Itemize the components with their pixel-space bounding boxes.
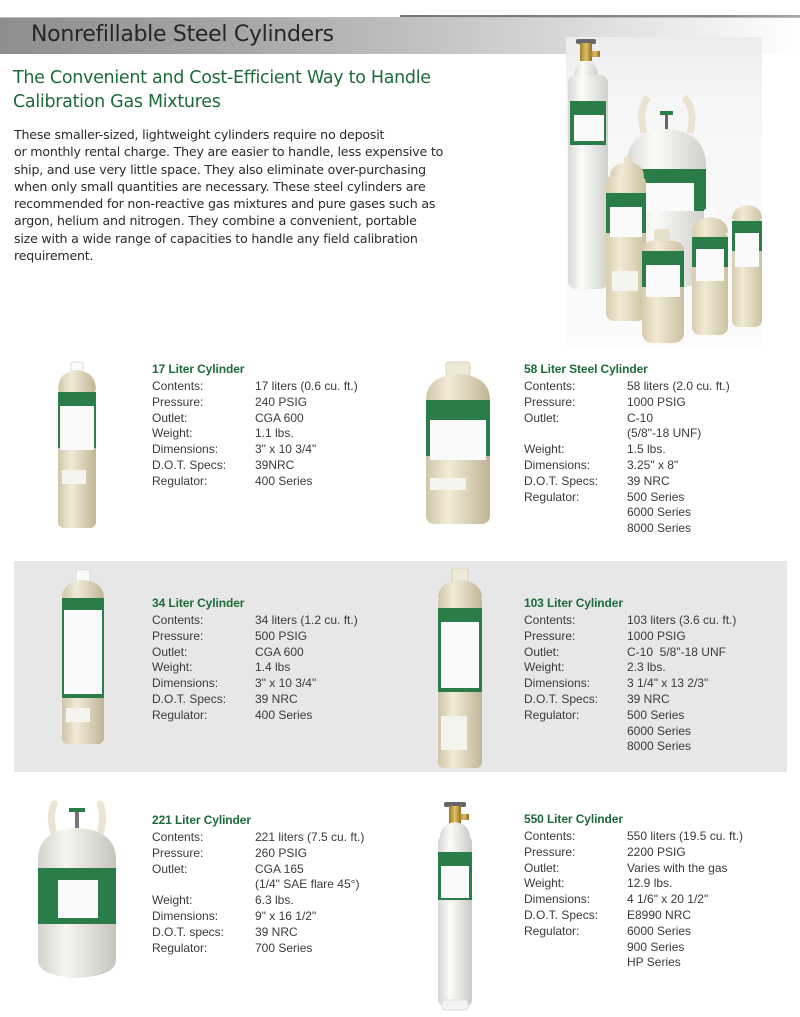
spec-label: Dimensions: <box>524 457 591 472</box>
spec-row-regulator-cont <box>524 739 736 755</box>
intro-line: requirement. <box>14 248 94 264</box>
spec-label: Dimensions: <box>524 676 591 691</box>
spec-row-dot-specs <box>524 474 730 490</box>
spec-row-regulator-cont <box>524 521 730 537</box>
spec-label: Pressure: <box>152 845 204 860</box>
spec-row-contents <box>524 829 743 845</box>
intro-line: These smaller-sized, lightweight cylinders require no deposit <box>14 127 385 142</box>
spec-row-dimensions <box>524 676 736 692</box>
spec-value: 58 liters (2.0 cu. ft.) <box>627 379 730 393</box>
spec-label: Dimensions: <box>152 676 219 691</box>
spec-label: Contents: <box>524 613 576 627</box>
spec-label: Outlet: <box>152 644 188 659</box>
spec-row-outlet-cont <box>524 426 730 442</box>
spec-label: Weight: <box>152 660 193 675</box>
spec-label: Regulator: <box>152 940 208 955</box>
spec-row-regulator <box>524 490 730 506</box>
spec-row-weight <box>152 893 364 909</box>
spec-row-pressure <box>152 846 364 862</box>
spec-row-outlet <box>152 411 358 427</box>
spec-label: Contents: <box>152 379 204 393</box>
intro-line: ship, and use very little space. They also eliminate over-purchasing <box>14 161 426 177</box>
spec-label <box>524 426 627 442</box>
spec-label: D.O.T. Specs: <box>524 691 599 706</box>
spec-value: 240 PSIG <box>255 394 308 409</box>
spec-value: 3" x 10 3/4" <box>255 676 317 691</box>
product-550-liter <box>524 812 743 971</box>
spec-label: Outlet: <box>152 410 188 425</box>
spec-label: D.O.T. specs: <box>152 924 225 939</box>
spec-row-weight <box>524 876 743 892</box>
spec-label: Outlet: <box>524 410 560 425</box>
spec-row-dimensions <box>524 458 730 474</box>
page-title: Nonrefillable Steel Cylinders <box>31 22 334 47</box>
spec-value: CGA 600 <box>255 644 304 659</box>
spec-label: Weight: <box>152 426 193 441</box>
spec-label: Pressure: <box>524 628 576 643</box>
product-17-liter <box>152 362 358 490</box>
spec-row-dot-specs <box>524 692 736 708</box>
spec-row-regulator <box>152 708 358 724</box>
intro-line: argon, helium and nitrogen. They combine a convenient, portable <box>14 213 417 229</box>
spec-value: CGA 165 <box>255 861 304 876</box>
spec-row-weight <box>152 426 358 442</box>
spec-value: 6.3 lbs. <box>255 893 294 908</box>
spec-value: 6000 Series <box>627 723 692 738</box>
spec-value: CGA 600 <box>255 410 304 425</box>
spec-label <box>524 955 627 971</box>
spec-value: 500 PSIG <box>255 628 308 643</box>
spec-value: 550 liters (19.5 cu. ft.) <box>627 829 744 843</box>
spec-label: Regulator: <box>524 707 580 722</box>
spec-row-regulator-cont <box>524 505 730 521</box>
spec-value: HP Series <box>627 955 681 970</box>
spec-value: 2200 PSIG <box>627 844 686 859</box>
spec-value: 221 liters (7.5 cu. ft.) <box>255 830 365 844</box>
spec-label: Dimensions: <box>152 442 219 457</box>
spec-label: D.O.T. Specs: <box>152 457 227 472</box>
spec-value: 3 1/4" x 13 2/3" <box>627 676 709 691</box>
spec-row-dot-specs <box>152 458 358 474</box>
spec-row-dot-specs <box>524 908 743 924</box>
spec-label <box>524 739 627 755</box>
spec-value: 4 1/6" x 20 1/2" <box>627 892 709 907</box>
headline-line-2: Calibration Gas Mixtures <box>13 92 221 112</box>
spec-label: Contents: <box>524 379 576 393</box>
spec-label: Outlet: <box>524 860 560 875</box>
spec-row-dimensions <box>524 892 743 908</box>
spec-row-pressure <box>524 845 743 861</box>
spec-label: Contents: <box>152 830 204 844</box>
spec-value: 3.25" x 8" <box>627 457 679 472</box>
spec-value: 6000 Series <box>627 505 692 520</box>
spec-value: 39NRC <box>255 457 295 472</box>
spec-row-dimensions <box>152 676 358 692</box>
spec-row-weight <box>152 660 358 676</box>
spec-value: 500 Series <box>627 489 685 504</box>
spec-value: 1000 PSIG <box>627 394 686 409</box>
spec-row-pressure <box>152 629 358 645</box>
spec-label: Weight: <box>524 660 565 675</box>
spec-row-contents <box>524 379 730 395</box>
spec-row-contents <box>152 379 358 395</box>
spec-label: Regulator: <box>152 473 208 488</box>
intro-line: or monthly rental charge. They are easier to handle, less expensive to <box>14 144 444 160</box>
spec-row-contents <box>524 613 736 629</box>
headline-line-1: The Convenient and Cost-Efficient Way to Handle <box>13 68 431 88</box>
spec-label: Regulator: <box>152 707 208 722</box>
spec-row-regulator-cont <box>524 724 736 740</box>
spec-value: 400 Series <box>255 473 313 488</box>
spec-row-pressure <box>524 395 730 411</box>
spec-value: C-10 5/8"-18 UNF <box>627 644 726 659</box>
product-title: 550 Liter Cylinder <box>524 812 623 826</box>
spec-row-weight <box>524 442 730 458</box>
spec-label: Dimensions: <box>152 908 219 923</box>
product-title: 58 Liter Steel Cylinder <box>524 362 648 376</box>
product-103-liter <box>524 596 736 755</box>
spec-value: 17 liters (0.6 cu. ft.) <box>255 379 358 393</box>
spec-row-outlet <box>524 645 736 661</box>
spec-label: Pressure: <box>152 628 204 643</box>
spec-label <box>152 877 255 893</box>
spec-value: 103 liters (3.6 cu. ft.) <box>627 613 737 627</box>
product-title: 221 Liter Cylinder <box>152 813 251 827</box>
spec-row-regulator <box>152 941 364 957</box>
spec-value: 12.9 lbs. <box>627 876 673 891</box>
spec-label <box>524 940 627 956</box>
product-title: 17 Liter Cylinder <box>152 362 245 376</box>
spec-row-weight <box>524 660 736 676</box>
spec-row-outlet <box>152 862 364 878</box>
intro-line: when only small quantities are necessary. These steel cylinders are <box>14 178 426 194</box>
spec-value: 8000 Series <box>627 739 692 754</box>
cylinder-34l-photo <box>58 568 110 748</box>
spec-value: 39 NRC <box>255 691 298 706</box>
spec-row-dimensions <box>152 442 358 458</box>
spec-value: (5/8"-18 UNF) <box>627 426 702 441</box>
product-title: 34 Liter Cylinder <box>152 596 245 610</box>
spec-row-pressure <box>152 395 358 411</box>
spec-value: 9" x 16 1/2" <box>255 908 317 923</box>
spec-row-dot-specs <box>152 925 364 941</box>
spec-value: 39 NRC <box>255 924 298 939</box>
spec-label: D.O.T. Specs: <box>524 907 599 922</box>
spec-value: (1/4" SAE flare 45°) <box>255 877 360 892</box>
spec-label: Pressure: <box>524 394 576 409</box>
spec-label: Contents: <box>524 829 576 843</box>
intro-line: recommended for non-reactive gas mixtures and pure gases such as <box>14 196 436 212</box>
spec-row-regulator <box>524 708 736 724</box>
spec-row-dimensions <box>152 909 364 925</box>
spec-value: 400 Series <box>255 707 313 722</box>
spec-label: Outlet: <box>524 644 560 659</box>
spec-value: 500 Series <box>627 707 685 722</box>
intro-paragraph <box>14 126 514 264</box>
spec-label: Regulator: <box>524 489 580 504</box>
spec-row-dot-specs <box>152 692 358 708</box>
spec-row-outlet-cont <box>152 877 364 893</box>
spec-value: 8000 Series <box>627 521 692 536</box>
product-title: 103 Liter Cylinder <box>524 596 623 610</box>
spec-value: C-10 <box>627 410 654 425</box>
spec-row-regulator-cont <box>524 940 743 956</box>
cylinder-17l-photo <box>52 360 102 530</box>
spec-value: 700 Series <box>255 940 313 955</box>
product-34-liter <box>152 596 358 724</box>
spec-value: 1.5 lbs. <box>627 442 666 457</box>
spec-label: Pressure: <box>524 844 576 859</box>
intro-line: size with a wide range of capacities to handle any field calibration <box>14 230 418 246</box>
spec-label: Contents: <box>152 613 204 627</box>
spec-value: 260 PSIG <box>255 845 308 860</box>
spec-row-outlet <box>524 411 730 427</box>
spec-value: 34 liters (1.2 cu. ft.) <box>255 613 358 627</box>
spec-row-outlet <box>152 645 358 661</box>
spec-label <box>524 505 627 521</box>
spec-label: D.O.T. Specs: <box>152 691 227 706</box>
spec-row-pressure <box>524 629 736 645</box>
hero-cylinder-group-photo <box>566 37 762 347</box>
spec-value: 1.4 lbs <box>255 660 291 675</box>
spec-label <box>524 724 627 740</box>
spec-row-outlet <box>524 861 743 877</box>
spec-label: Weight: <box>524 442 565 457</box>
spec-value: 900 Series <box>627 939 685 954</box>
spec-label: Weight: <box>152 893 193 908</box>
spec-value: 39 NRC <box>627 473 670 488</box>
product-221-liter <box>152 813 364 956</box>
spec-label: Regulator: <box>524 923 580 938</box>
spec-label: D.O.T. Specs: <box>524 473 599 488</box>
spec-value: 2.3 lbs. <box>627 660 666 675</box>
spec-value: Varies with the gas <box>627 860 728 875</box>
spec-row-contents <box>152 613 358 629</box>
spec-label: Weight: <box>524 876 565 891</box>
spec-label: Outlet: <box>152 861 188 876</box>
spec-row-contents <box>152 830 364 846</box>
cylinder-103l-photo <box>432 568 488 778</box>
spec-value: 1.1 lbs. <box>255 426 294 441</box>
spec-row-regulator <box>524 924 743 940</box>
spec-label: Pressure: <box>152 394 204 409</box>
section-headline <box>13 66 533 114</box>
spec-value: 1000 PSIG <box>627 628 686 643</box>
spec-value: 6000 Series <box>627 923 692 938</box>
spec-label: Dimensions: <box>524 892 591 907</box>
cylinder-58l-photo <box>420 360 496 530</box>
spec-value: 39 NRC <box>627 691 670 706</box>
spec-value: 3" x 10 3/4" <box>255 442 317 457</box>
cylinder-550l-photo <box>434 800 480 1014</box>
cylinder-221l-photo <box>34 800 120 980</box>
spec-row-regulator <box>152 474 358 490</box>
product-58-liter <box>524 362 730 537</box>
spec-value: E8990 NRC <box>627 907 692 922</box>
spec-label <box>524 521 627 537</box>
spec-row-regulator-cont <box>524 955 743 971</box>
